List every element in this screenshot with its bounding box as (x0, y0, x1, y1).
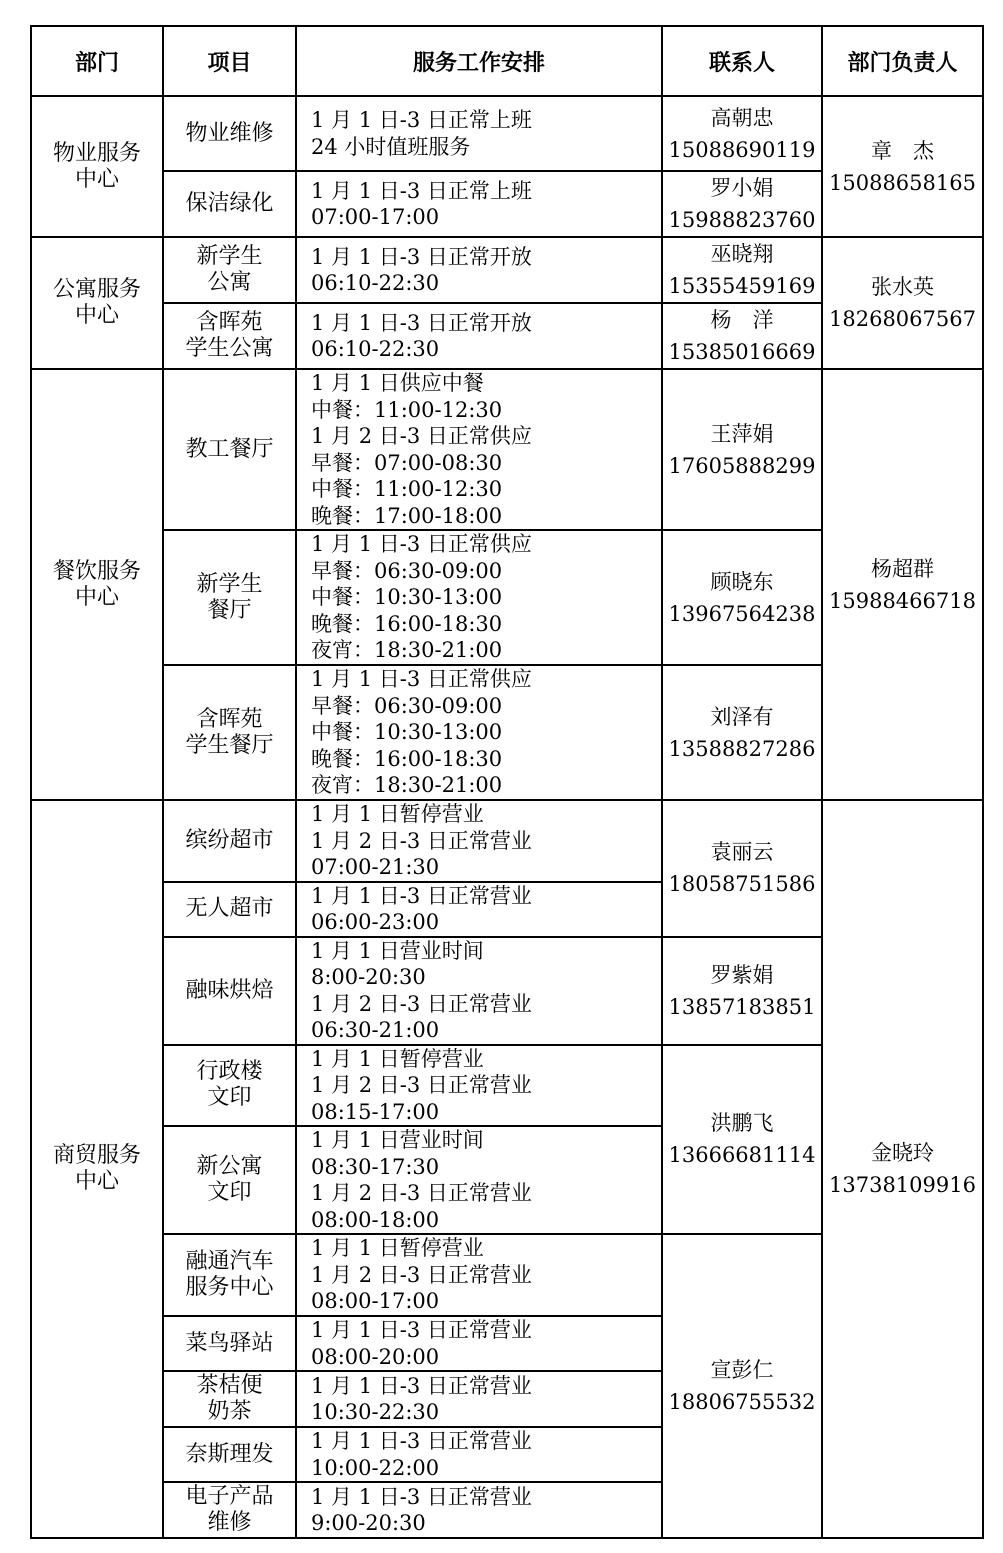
schedule-line: 1 月 1 日-3 日正常营业 (311, 883, 532, 908)
contact-cell (662, 237, 822, 303)
item-line: 学生公寓 (185, 336, 274, 361)
schedule-cell (296, 1045, 662, 1127)
contact-line: 17605888299 (668, 453, 816, 478)
schedule-line: 1 月 1 日暂停营业 (311, 1046, 484, 1071)
item-line: 电子产品 (185, 1484, 274, 1509)
item-cell (163, 369, 296, 530)
contact-cell (662, 303, 822, 369)
schedule-line: 夜宵：18:30-21:00 (311, 638, 503, 663)
schedule-cell (296, 1371, 662, 1427)
schedule-line: 中餐：10:30-13:00 (311, 720, 503, 745)
schedule-cell (296, 96, 662, 171)
contact-line: 18806755532 (668, 1390, 816, 1414)
contact-line: 15988823760 (668, 208, 816, 232)
contact-cell (662, 1234, 822, 1538)
dept-cell (31, 96, 163, 237)
contact-cell (662, 665, 822, 800)
schedule-line: 1 月 1 日暂停营业 (311, 802, 484, 826)
schedule-line: 1 月 1 日-3 日正常营业 (311, 1484, 532, 1509)
schedule-line: 06:10-22:30 (311, 271, 440, 295)
item-cell (163, 1045, 296, 1127)
head-line: 15988466718 (829, 588, 976, 613)
schedule-cell (296, 937, 662, 1045)
header-row (31, 26, 983, 96)
item-cell (163, 303, 296, 369)
dept-line: 餐饮服务 (52, 558, 141, 584)
item-line: 保洁绿化 (185, 191, 274, 216)
schedule-line: 1 月 2 日-3 日正常供应 (311, 424, 532, 448)
item-cell (163, 1234, 296, 1316)
item-line: 融通汽车 (185, 1249, 274, 1274)
schedule-line: 早餐：07:00-08:30 (311, 450, 503, 475)
item-cell (163, 530, 296, 665)
table-row (31, 237, 983, 303)
schedule-line: 08:00-17:00 (311, 1289, 440, 1314)
schedule-cell (296, 1316, 662, 1371)
item-line: 含晖苑 (196, 310, 263, 335)
item-line: 维修 (207, 1510, 252, 1535)
contact-cell (662, 96, 822, 171)
schedule-cell (296, 1427, 662, 1482)
schedule-line: 1 月 1 日-3 日正常营业 (311, 1429, 532, 1453)
schedule-cell (296, 1126, 662, 1234)
schedule-line: 晚餐：16:00-18:30 (311, 746, 503, 771)
item-line: 奈斯理发 (185, 1441, 274, 1467)
contact-line: 宣彭仁 (710, 1358, 774, 1382)
schedule-line: 08:30-17:30 (311, 1154, 440, 1179)
schedule-cell (296, 530, 662, 665)
head-line: 13738109916 (829, 1173, 976, 1197)
schedule-line: 1 月 1 日-3 日正常营业 (311, 1373, 532, 1398)
item-cell (163, 882, 296, 937)
contact-line: 13857183851 (668, 994, 816, 1019)
schedule-line: 1 月 2 日-3 日正常营业 (311, 828, 532, 853)
head-line: 章 杰 (871, 138, 934, 163)
contact-line: 18058751586 (668, 872, 816, 897)
item-line: 文印 (207, 1085, 252, 1111)
head-line: 张水英 (871, 275, 934, 299)
schedule-cell (296, 237, 662, 303)
item-line: 融味烘焙 (185, 977, 274, 1003)
schedule-line: 10:00-22:00 (311, 1455, 440, 1480)
item-line: 新学生 (196, 571, 263, 597)
item-cell (163, 1126, 296, 1234)
head-cell (822, 237, 983, 369)
item-line: 教工餐厅 (185, 436, 274, 462)
contact-line: 罗小娟 (710, 176, 774, 200)
contact-cell (662, 937, 822, 1045)
head-cell (822, 96, 983, 237)
item-line: 学生餐厅 (185, 732, 274, 758)
head-cell (822, 800, 983, 1538)
schedule-line: 中餐：10:30-13:00 (311, 585, 503, 610)
schedule-cell (296, 369, 662, 530)
head-line: 杨超群 (871, 556, 934, 581)
contact-line: 袁丽云 (710, 840, 774, 865)
item-line: 服务中心 (185, 1275, 274, 1300)
head-line: 金晓玲 (871, 1141, 934, 1165)
item-line: 公寓 (207, 270, 252, 295)
item-cell (163, 171, 296, 237)
item-line: 新公寓 (196, 1154, 263, 1179)
contact-line: 洪鹏飞 (710, 1111, 774, 1136)
item-cell (163, 665, 296, 800)
item-cell (163, 237, 296, 303)
dept-line: 物业服务 (52, 140, 141, 166)
schedule-line: 24 小时值班服务 (311, 134, 471, 159)
schedule-line: 08:00-20:00 (311, 1344, 440, 1369)
item-line: 餐厅 (207, 597, 252, 623)
contact-line: 15088690119 (668, 137, 816, 162)
schedule-line: 中餐：11:00-12:30 (311, 477, 503, 501)
contact-line: 15385016669 (668, 340, 816, 364)
contact-cell (662, 1045, 822, 1235)
schedule-line: 1 月 2 日-3 日正常营业 (311, 1073, 532, 1097)
schedule-line: 1 月 1 日营业时间 (311, 938, 484, 963)
contact-cell (662, 800, 822, 937)
schedule-line: 1 月 1 日-3 日正常开放 (311, 244, 532, 269)
schedule-line: 早餐：06:30-09:00 (311, 558, 503, 583)
contact-line: 13588827286 (668, 736, 816, 761)
item-cell (163, 800, 296, 882)
contact-line: 巫晓翔 (710, 242, 774, 266)
contact-line: 顾晓东 (710, 569, 774, 594)
item-cell (163, 937, 296, 1045)
header-dept: 部门 (31, 26, 163, 96)
schedule-line: 早餐：06:30-09:00 (311, 693, 503, 718)
dept-line: 中心 (74, 303, 119, 328)
schedule-cell (296, 171, 662, 237)
schedule-line: 07:00-17:00 (311, 205, 440, 229)
schedule-line: 晚餐：17:00-18:00 (311, 503, 503, 528)
schedule-line: 1 月 1 日-3 日正常上班 (311, 108, 532, 132)
schedule-cell (296, 1234, 662, 1316)
schedule-line: 06:10-22:30 (311, 337, 440, 361)
dept-cell (31, 369, 163, 800)
contact-line: 13666681114 (668, 1143, 816, 1168)
schedule-line: 1 月 2 日-3 日正常营业 (311, 991, 532, 1016)
header-contact: 联系人 (662, 26, 822, 96)
schedule-line: 06:00-23:00 (311, 910, 440, 934)
dept-line: 公寓服务 (52, 277, 141, 302)
schedule-line: 8:00-20:30 (311, 965, 426, 989)
contact-line: 刘泽有 (710, 704, 774, 729)
schedule-line: 9:00-20:30 (311, 1511, 426, 1535)
item-cell (163, 1316, 296, 1371)
head-line: 15088658165 (829, 170, 976, 195)
table-row (31, 96, 983, 171)
item-cell (163, 1482, 296, 1538)
item-line: 菜鸟驿站 (185, 1330, 274, 1356)
table-row (31, 369, 983, 530)
schedule-line: 07:00-21:30 (311, 855, 440, 879)
schedule-line: 08:15-17:00 (311, 1099, 440, 1124)
schedule-line: 1 月 1 日营业时间 (311, 1128, 484, 1152)
contact-line: 罗紫娟 (710, 962, 774, 987)
schedule-line: 1 月 1 日供应中餐 (311, 371, 484, 395)
schedule-line: 1 月 1 日-3 日正常营业 (311, 1318, 532, 1342)
schedule-cell (296, 303, 662, 369)
schedule-line: 1 月 1 日-3 日正常上班 (311, 178, 532, 203)
schedule-line: 1 月 1 日暂停营业 (311, 1236, 484, 1261)
header-head: 部门负责人 (822, 26, 983, 96)
schedule-line: 1 月 2 日-3 日正常营业 (311, 1181, 532, 1205)
schedule-cell (296, 800, 662, 882)
header-schedule: 服务工作安排 (296, 26, 662, 96)
contact-line: 杨 洋 (710, 308, 774, 332)
schedule-cell (296, 882, 662, 937)
item-line: 奶茶 (207, 1399, 252, 1424)
header-item: 项目 (163, 26, 296, 96)
item-line: 新学生 (196, 244, 263, 269)
contact-cell (662, 369, 822, 530)
schedule-line: 1 月 1 日-3 日正常供应 (311, 667, 532, 692)
item-line: 行政楼 (196, 1059, 263, 1085)
head-cell (822, 369, 983, 800)
item-cell (163, 96, 296, 171)
item-line: 物业维修 (185, 120, 274, 146)
item-cell (163, 1371, 296, 1427)
schedule-line: 1 月 1 日-3 日正常供应 (311, 532, 532, 557)
dept-cell (31, 800, 163, 1538)
contact-cell (662, 530, 822, 665)
schedule-line: 10:30-22:30 (311, 1400, 440, 1424)
dept-line: 中心 (74, 166, 119, 192)
schedule-line: 中餐：11:00-12:30 (311, 397, 503, 422)
schedule-line: 夜宵：18:30-21:00 (311, 773, 503, 798)
schedule-cell (296, 665, 662, 800)
schedule-line: 06:30-21:00 (311, 1018, 440, 1042)
item-line: 文印 (207, 1180, 252, 1205)
dept-line: 中心 (74, 1169, 119, 1194)
schedule-cell (296, 1482, 662, 1538)
item-line: 茶桔便 (196, 1373, 263, 1398)
service-schedule-table (30, 25, 984, 1539)
schedule-line: 1 月 1 日-3 日正常开放 (311, 310, 532, 335)
schedule-line: 08:00-18:00 (311, 1207, 440, 1232)
item-line: 含晖苑 (196, 706, 263, 732)
table-row (31, 800, 983, 882)
dept-cell (31, 237, 163, 369)
contact-line: 13967564238 (668, 601, 816, 626)
contact-cell (662, 171, 822, 237)
schedule-line: 晚餐：16:00-18:30 (311, 611, 503, 636)
item-line: 无人超市 (185, 896, 274, 921)
item-cell (163, 1427, 296, 1482)
contact-line: 高朝忠 (710, 105, 774, 130)
contact-line: 15355459169 (668, 274, 816, 298)
schedule-line: 1 月 2 日-3 日正常营业 (311, 1262, 532, 1287)
dept-line: 商贸服务 (52, 1143, 141, 1168)
item-line: 缤纷超市 (185, 827, 274, 853)
head-line: 18268067567 (829, 307, 976, 331)
dept-line: 中心 (74, 584, 119, 610)
contact-line: 王萍娟 (710, 421, 774, 446)
